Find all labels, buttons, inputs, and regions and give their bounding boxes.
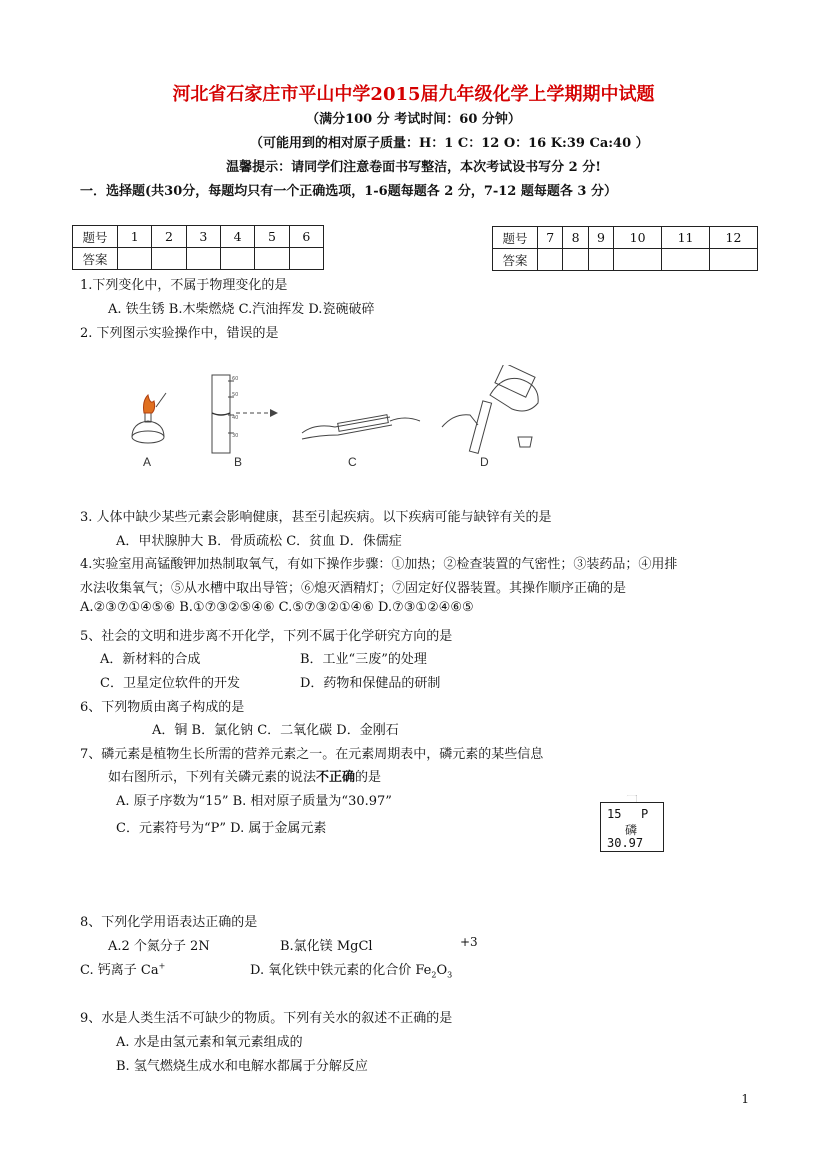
answer-cell[interactable]	[220, 248, 254, 270]
q7-stem: 7、磷元素是植物生长所需的营养元素之一。在元素周期表中，磷元素的某些信息	[80, 747, 544, 762]
figure-label-b: B	[234, 455, 243, 469]
atomic-number: 15	[607, 807, 622, 821]
atomic-mass: 30.97	[607, 836, 644, 850]
q5-stem: 5、社会的文明和进步离不开化学，下列不属于化学研究方向的是	[80, 629, 453, 644]
q8-option-c	[80, 959, 165, 978]
q8-option-d-sub1: 2	[431, 970, 437, 980]
q1-stem: 1.下列变化中，不属于物理变化的是	[80, 278, 288, 293]
q5-option-b: B．工业“三废”的处理	[300, 652, 427, 667]
figure-label-a: A	[143, 455, 152, 469]
table-cell: 11	[662, 227, 710, 249]
table-cell: 答案	[73, 248, 118, 270]
element-symbol: P	[641, 807, 649, 821]
q5-option-c: C．卫星定位软件的开发	[100, 676, 240, 691]
q9-option-a: A. 水是由氢元素和氧元素组成的	[116, 1035, 303, 1050]
q8-option-d-o: O	[436, 963, 448, 978]
q8-valence-superscript: +3	[460, 935, 478, 949]
table-row	[73, 248, 324, 270]
pouring-liquid-icon	[442, 365, 538, 453]
table-row	[73, 226, 324, 248]
atomic-mass-note: （可能用到的相对原子质量：H：1 C：12 O：16 K:39 Ca:40 ）	[250, 136, 649, 151]
q4-line1: 4.实验室用高锰酸钾加热制取氧气，有如下操作步骤：①加热；②检查装置的气密性；③装药品；④用排	[80, 557, 678, 572]
page-number: 1	[741, 1092, 749, 1106]
q5-option-a: A．新材料的合成	[100, 652, 201, 667]
q6-options: A．铜 B．氯化钠 C．二氧化碳 D．金刚石	[152, 723, 399, 738]
q7-options-ab: A. 原子序数为“15” B. 相对原子质量为“30.97”	[116, 794, 392, 809]
cylinder-tick-label: 30	[232, 433, 239, 439]
answer-cell[interactable]	[152, 248, 186, 270]
q3-options: A．甲状腺肿大 B．骨质疏松 C．贫血 D．侏儒症	[116, 534, 402, 549]
q9-option-b: B. 氢气燃烧生成水和电解水都属于分解反应	[116, 1059, 368, 1074]
q5-option-d: D．药物和保健品的研制	[300, 676, 441, 691]
cylinder-tick-label: 40	[232, 415, 239, 421]
answer-cell[interactable]	[588, 249, 613, 271]
table-cell: 4	[220, 226, 254, 248]
q8-option-c-text: C. 钙离子 Ca	[80, 963, 159, 978]
q8-option-d	[250, 959, 452, 980]
table-cell: 2	[152, 226, 186, 248]
table-cell: 3	[186, 226, 220, 248]
graduated-cylinder-icon	[212, 375, 278, 453]
q8-option-d-text: D. 氧化铁中铁元素的化合价 Fe	[250, 963, 432, 978]
answer-cell[interactable]	[614, 249, 662, 271]
alcohol-lamp-icon	[132, 393, 166, 443]
q8-stem: 8、下列化学用语表达正确的是	[80, 915, 258, 930]
table-cell: 题号	[73, 226, 118, 248]
answer-cell[interactable]	[255, 248, 289, 270]
q8-option-c-charge: +	[158, 961, 166, 971]
element-name: 磷	[625, 823, 638, 837]
q6-stem: 6、下列物质由离子构成的是	[80, 700, 245, 715]
table-cell: 12	[710, 227, 758, 249]
answer-cell[interactable]	[563, 249, 588, 271]
test-tube-hands-icon	[302, 415, 420, 439]
table-cell: 6	[289, 226, 323, 248]
q7-line2-bold: 不正确	[316, 770, 356, 785]
score-time: （满分100 分 考试时间：60 分钟）	[306, 112, 521, 127]
table-row	[493, 249, 758, 271]
cylinder-tick-label: 50	[232, 392, 239, 398]
section-heading: 一．选择题(共30分，每题均只有一个正确选项，1-6题每题各 2 分，7-12 题每题各 3 分）	[80, 184, 617, 199]
q9-stem: 9、水是人类生活不可缺少的物质。下列有关水的叙述不正确的是	[80, 1011, 453, 1026]
figure-label-d: D	[480, 455, 489, 469]
cylinder-tick-label: 60	[232, 376, 239, 382]
answer-cell[interactable]	[538, 249, 563, 271]
table-cell: 题号	[493, 227, 538, 249]
experiment-figures	[120, 365, 560, 470]
answer-cell[interactable]	[186, 248, 220, 270]
table-cell: 8	[563, 227, 588, 249]
figure-label-c: C	[348, 455, 357, 469]
q4-options: A.②③⑦①④⑤⑥ B.①⑦③②⑤④⑥ C.⑤⑦③②①④⑥ D.⑦③①②④⑥⑤	[80, 600, 474, 615]
q4-line2: 水法收集氧气；⑤从水槽中取出导管；⑥熄灭酒精灯；⑦固定好仪器装置。其操作顺序正确的是	[80, 581, 627, 596]
table-row	[493, 227, 758, 249]
answer-cell[interactable]	[662, 249, 710, 271]
q8-option-a: A.2 个氮分子 2N	[108, 939, 210, 954]
table-cell: 1	[118, 226, 152, 248]
answer-table-right	[492, 226, 758, 271]
q1-options: A. 铁生锈 B.木柴燃烧 C.汽油挥发 D.瓷碗破碎	[108, 302, 375, 317]
table-cell: 9	[588, 227, 613, 249]
q7-options-cd: C．元素符号为“P” D. 属于金属元素	[116, 821, 327, 836]
table-cell: 5	[255, 226, 289, 248]
page-title: 河北省石家庄市平山中学2015届九年级化学上学期期中试题	[172, 84, 655, 105]
q7-line2-post: 的是	[355, 770, 382, 785]
table-cell: 7	[538, 227, 563, 249]
element-card-phosphorus	[600, 802, 664, 852]
q8-option-b: B.氯化镁 MgCl	[280, 939, 373, 954]
q2-stem: 2. 下列图示实验操作中，错误的是	[80, 326, 279, 341]
q7-line2	[108, 766, 381, 785]
reminder-note: 温馨提示：请同学们注意卷面书写整洁，本次考试设书写分 2 分!	[226, 160, 601, 175]
q3-stem: 3. 人体中缺少某些元素会影响健康，甚至引起疾病。以下疾病可能与缺锌有关的是	[80, 510, 552, 525]
answer-cell[interactable]	[289, 248, 323, 270]
table-cell: 10	[614, 227, 662, 249]
table-cell: 答案	[493, 249, 538, 271]
q8-option-d-sub2: 3	[447, 970, 453, 980]
element-card-3d-edge	[601, 795, 663, 803]
answer-table-left	[72, 225, 324, 270]
answer-cell[interactable]	[710, 249, 758, 271]
answer-cell[interactable]	[118, 248, 152, 270]
q7-line2-pre: 如右图所示，下列有关磷元素的说法	[108, 770, 317, 785]
